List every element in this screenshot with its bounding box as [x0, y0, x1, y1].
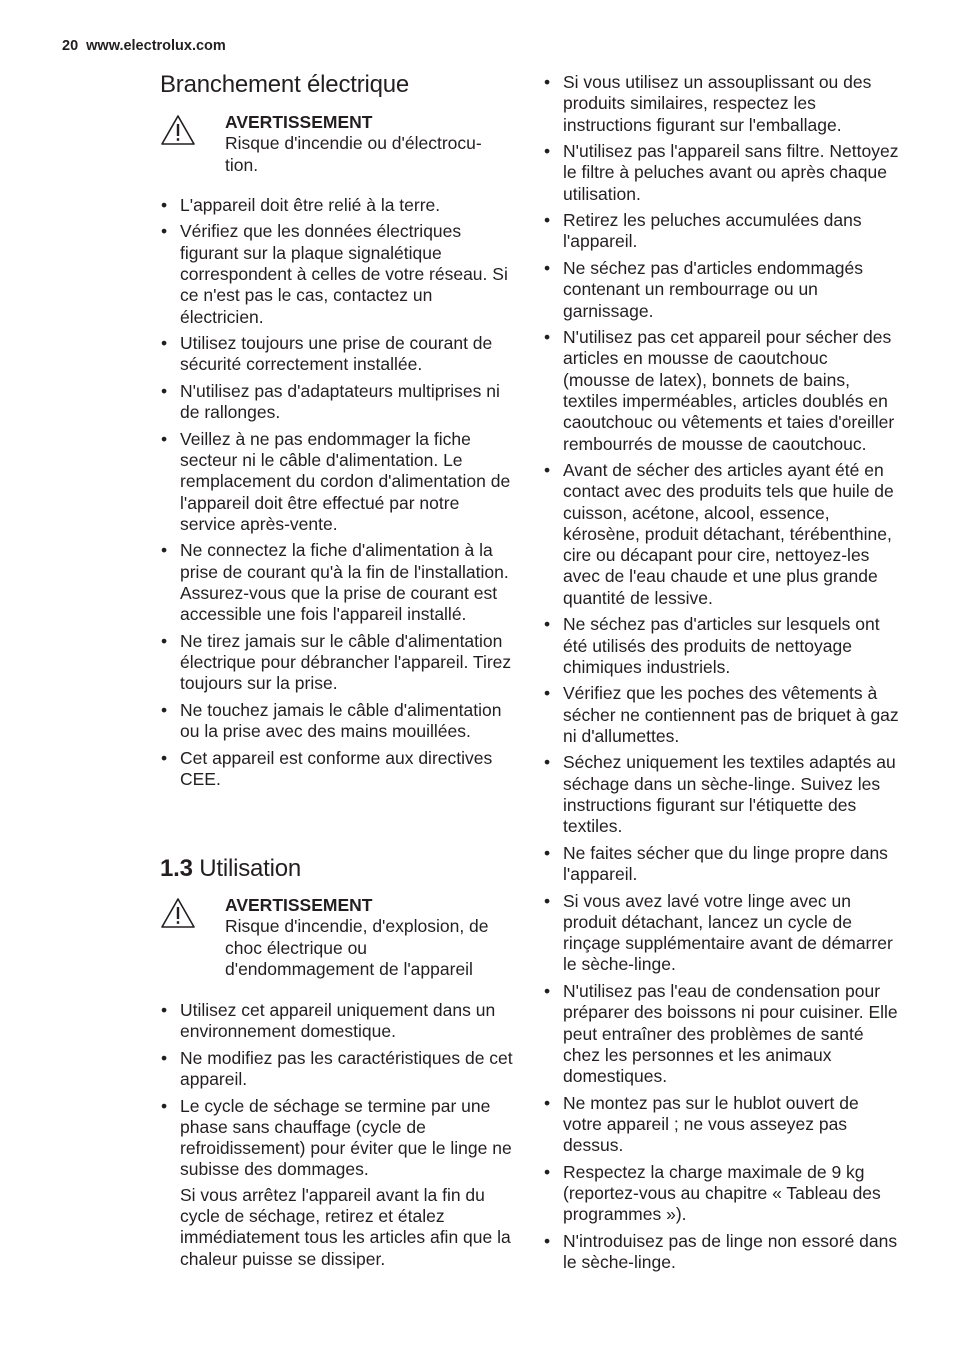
- list-item: • N'introduisez pas de linge non essoré dans le sèche-linge.: [543, 1231, 899, 1274]
- list-item: • N'utilisez pas l'appareil sans filtre. Nettoyez le filtre à peluches avant ou après chaque utilisation.: [543, 141, 899, 205]
- warning-block-use: [160, 895, 516, 980]
- list-item: • Respectez la charge maximale de 9 kg (reportez-vous au chapitre « Tableau des programmes »).: [543, 1162, 899, 1226]
- section-number: 1.3: [160, 855, 193, 882]
- warning-text: Risque d'incendie, d'explosion, de choc électrique ou d'endommagement de l'appareil: [225, 916, 489, 979]
- list-item: • N'utilisez pas l'eau de condensation pour préparer des boissons ni pour cuisiner. Elle peut entraîner des problèmes de santé chez les personnes et les animaux domestiques.: [543, 981, 899, 1087]
- section-title-electric: Branchement électrique: [160, 71, 410, 98]
- list-item: • Si vous avez lavé votre linge avec un produit détachant, lancez un cycle de rinçage supplémentaire avant de démarrer le sèche-linge.: [543, 891, 899, 976]
- list-item: • Cet appareil est conforme aux directives CEE.: [160, 748, 516, 791]
- warning-block-electric: [160, 112, 516, 176]
- list-item: • Ne modifiez pas les caractéristiques de cet appareil.: [160, 1048, 516, 1091]
- use-paragraph: Si vous arrêtez l'appareil avant la fin du cycle de séchage, retirez et étalez immédiatement tous les articles afin que la chaleur puisse se dissiper.: [180, 1184, 511, 1269]
- use-list: [160, 1000, 516, 1270]
- warning-triangle-icon: [160, 114, 196, 146]
- list-item: • Ne tirez jamais sur le câble d'alimentation électrique pour débrancher l'appareil. Tirez toujours sur la prise.: [160, 631, 516, 695]
- list-item: • Ne montez pas sur le hublot ouvert de votre appareil ; ne vous asseyez pas dessus.: [543, 1093, 899, 1157]
- list-item: • N'utilisez pas cet appareil pour sécher des articles en mousse de caoutchouc (mousse de latex), bonnets de bains, textiles imperméables, articles doublés en caoutchouc ou vêtements et taies d'oreiller rembourrés de mousse de caoutchouc.: [543, 327, 899, 455]
- list-item: • L'appareil doit être relié à la terre.: [160, 195, 516, 216]
- list-item: • Ne touchez jamais le câble d'alimentation ou la prise avec des mains mouillées.: [160, 700, 516, 743]
- warning-text: Risque d'incendie ou d'électrocu-tion.: [225, 133, 482, 175]
- list-item: • Ne séchez pas d'articles sur lesquels ont été utilisés des produits de nettoyage chimiques industriels.: [543, 614, 899, 678]
- list-item: • Ne faites sécher que du linge propre dans l'appareil.: [543, 843, 899, 886]
- list-item: • Veillez à ne pas endommager la fiche secteur ni le câble d'alimentation. Le remplacement du cordon d'alimentation de l'appareil doit être effectué par notre service après-vente.: [160, 429, 516, 535]
- list-item: • Si vous utilisez un assouplissant ou des produits similaires, respectez les instructions figurant sur l'emballage.: [543, 72, 899, 136]
- list-item: • N'utilisez pas d'adaptateurs multiprises ni de rallonges.: [160, 381, 516, 424]
- list-item: • Séchez uniquement les textiles adaptés au séchage dans un sèche-linge. Suivez les instructions figurant sur l'étiquette des textiles.: [543, 752, 899, 837]
- list-item: • Utilisez toujours une prise de courant de sécurité correctement installée.: [160, 333, 516, 376]
- list-item: • Vérifiez que les données électriques figurant sur la plaque signalétique correspondent à celles de votre réseau. Si ce n'est pas le cas, contactez un électricien.: [160, 221, 516, 327]
- list-item: • Avant de sécher des articles ayant été en contact avec des produits tels que huile de cuisson, acétone, alcool, essence, kérosène, produit détachant, térébenthine, cire ou décapant pour cire, nettoyez-les avec de l'eau chaude et une plus grande quantité de lessive.: [543, 460, 899, 609]
- electric-list: [160, 195, 516, 795]
- section-title-use: [160, 855, 301, 883]
- warning-title: AVERTISSEMENT: [225, 112, 373, 132]
- warning-title: AVERTISSEMENT: [225, 895, 373, 915]
- page-number: 20: [62, 38, 79, 54]
- list-item: • Retirez les peluches accumulées dans l'appareil.: [543, 210, 899, 253]
- list-item: • Vérifiez que les poches des vêtements à sécher ne contiennent pas de briquet à gaz ni d'allumettes.: [543, 683, 899, 747]
- section-title-text: Utilisation: [199, 855, 302, 882]
- list-item: • Ne séchez pas d'articles endommagés contenant un rembourrage ou un garnissage.: [543, 258, 899, 322]
- site-url: www.electrolux.com: [86, 38, 226, 54]
- page-header: [62, 38, 226, 54]
- list-item: • Ne connectez la fiche d'alimentation à la prise de courant qu'à la fin de l'installation. Assurez-vous que la prise de courant est accessible une fois l'appareil installé.: [160, 540, 516, 625]
- list-item: • Utilisez cet appareil uniquement dans un environnement domestique.: [160, 1000, 516, 1043]
- right-list: [543, 72, 899, 1279]
- list-item: • Le cycle de séchage se termine par une phase sans chauffage (cycle de refroidissement) pour éviter que le linge ne subisse des dommages.: [160, 1096, 516, 1181]
- warning-triangle-icon: [160, 897, 196, 929]
